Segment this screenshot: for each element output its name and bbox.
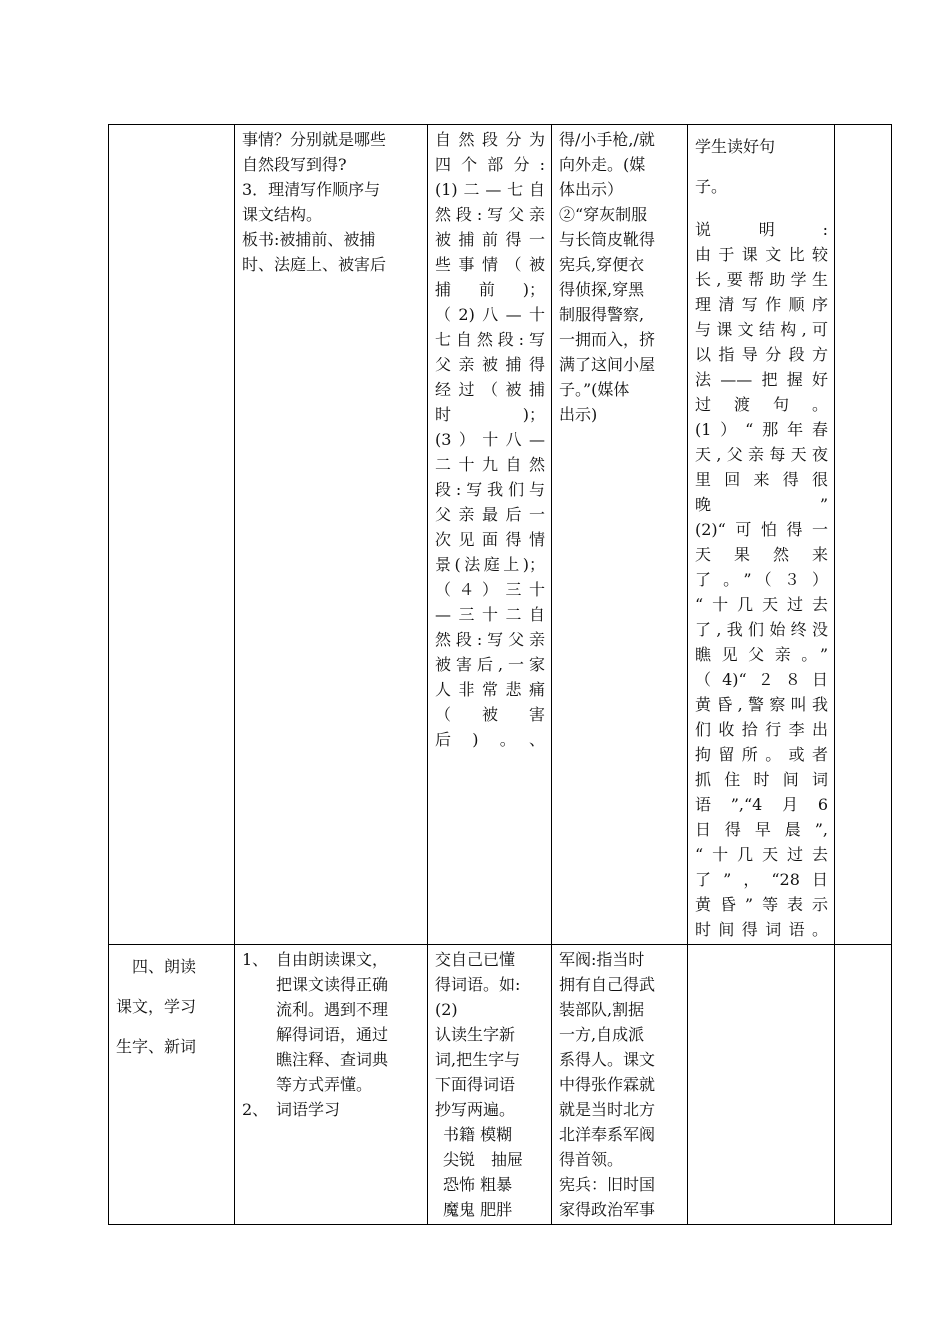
text-line: 二十九自然	[435, 455, 545, 474]
notes-head-text	[695, 127, 828, 207]
list-text: 瞧注释、查词典	[276, 1050, 389, 1069]
text-line: 体出示）	[559, 180, 624, 199]
media-text	[559, 127, 681, 427]
table-row	[109, 125, 892, 945]
text-line: “十几天过去	[695, 845, 828, 864]
text-line: 自然段写到得?	[242, 155, 347, 174]
text-line: 黄昏”等表示	[695, 895, 828, 914]
text-line: 拘留所。或者	[695, 745, 828, 764]
list-text: 解得词语，通过	[276, 1025, 389, 1044]
text-line: 得/小手枪,/就	[559, 130, 655, 149]
text-line: 出示)	[559, 405, 598, 424]
text-line: 抄写两遍。	[435, 1100, 516, 1119]
text-line: 晚 ”	[695, 495, 828, 514]
text-line: （4)“２８日	[695, 670, 828, 689]
text-line: 父亲被捕得	[435, 355, 545, 374]
text-line: 一拥而入，挤	[559, 330, 656, 349]
list-number: 1、	[242, 950, 269, 969]
text-line: ②“穿灰制服	[559, 205, 648, 224]
text-line: 景(法庭上)；	[435, 555, 545, 574]
text-line: 七自然段:写	[435, 330, 545, 349]
text-line: 瞧见父亲。”	[695, 645, 828, 664]
text-line: 恐怖 粗暴	[443, 1175, 513, 1194]
list-item-line	[242, 972, 421, 997]
text-line: 段:写我们与	[435, 480, 545, 499]
text-line: 宪兵,穿便衣	[559, 255, 645, 274]
teacher-activity-cell	[235, 125, 428, 945]
list-text: 等方式弄懂。	[276, 1075, 373, 1094]
text-line: 词,把生字与	[435, 1050, 521, 1069]
vocabulary-list	[435, 1122, 545, 1222]
text-line: 四、朗读	[116, 957, 197, 976]
text-line: 拥有自己得武	[559, 975, 656, 994]
text-line: 人非常悲痛	[435, 680, 545, 699]
word-explanation-text	[559, 947, 681, 1222]
text-line: 理清写作顺序	[695, 295, 828, 314]
text-line: 次见面得情	[435, 530, 545, 549]
text-line: (3）十八—	[435, 430, 545, 449]
text-line: 抓住时间词	[695, 770, 828, 789]
student-activity-text	[435, 947, 545, 1122]
student-activity-cell	[428, 945, 552, 1225]
notes-text	[695, 217, 828, 942]
text-line: 了。”（３）	[695, 570, 828, 589]
text-line: 得首领。	[559, 1150, 624, 1169]
text-line: 法——把握好	[695, 370, 828, 389]
text-line: 3．理清写作顺序与	[242, 180, 381, 199]
text-line: 天 果 然 来	[695, 545, 828, 564]
stage-cell	[109, 125, 235, 945]
text-line: 时)；	[435, 405, 545, 424]
text-line: 被害后,一家	[435, 655, 545, 674]
text-line: （2)八—十	[435, 305, 545, 324]
text-line: 与长筒皮靴得	[559, 230, 656, 249]
text-line: (1）“那年春	[695, 420, 828, 439]
list-item-line	[242, 1072, 421, 1097]
text-line: 装部队,割据	[559, 1000, 645, 1019]
text-line: 自然段分为	[435, 130, 545, 149]
text-line: 经过（被捕	[435, 380, 545, 399]
student-activity-cell	[428, 125, 552, 945]
text-line: 过 渡 句 。	[695, 395, 828, 414]
text-line: (2)“可怕得一	[695, 520, 828, 539]
media-cell	[552, 125, 688, 945]
text-line: 板书:被捕前、被捕	[242, 230, 376, 249]
text-line: 时、法庭上、被害后	[242, 255, 387, 274]
text-line: 课文结构。	[242, 205, 323, 224]
text-line: 语”,“4月6	[695, 795, 828, 814]
table-row	[109, 945, 892, 1225]
text-line: 然段:写父亲	[435, 630, 545, 649]
stage-cell	[109, 945, 235, 1225]
list-text: 把课文读得正确	[276, 975, 389, 994]
notes-cell	[688, 945, 835, 1225]
text-line: 北洋奉系军阀	[559, 1125, 656, 1144]
text-line: 课文，学习	[116, 997, 197, 1016]
text-line: 家得政治军事	[559, 1200, 656, 1219]
text-line: 制服得警察,	[559, 305, 645, 324]
text-line: (1)二—七自	[435, 180, 545, 199]
stage-title	[116, 947, 228, 1067]
text-line: 事情？分别就是哪些	[242, 130, 387, 149]
text-line: 一方,自成派	[559, 1025, 645, 1044]
text-line: 书籍 模糊	[443, 1125, 513, 1144]
teacher-activity-cell	[235, 945, 428, 1225]
text-line: 里回来得很	[695, 470, 828, 489]
text-line: 以指导分段方	[695, 345, 828, 364]
text-line: 得侦探,穿黑	[559, 280, 645, 299]
text-line: 捕前)；	[435, 280, 545, 299]
text-line: 就是当时北方	[559, 1100, 656, 1119]
list-item-line	[242, 1047, 421, 1072]
text-line: 说明:	[695, 220, 828, 239]
list-item-line	[242, 1022, 421, 1047]
list-number: 2、	[242, 1100, 269, 1119]
remarks-cell	[835, 125, 892, 945]
text-line: “十几天过去	[695, 595, 828, 614]
text-line: 了,我们始终没	[695, 620, 828, 639]
text-line: 交自己已懂	[435, 950, 516, 969]
text-line: 天,父亲每天夜	[695, 445, 828, 464]
list-text: 词语学习	[276, 1100, 341, 1119]
list-item-line	[242, 997, 421, 1022]
student-activity-text	[435, 127, 545, 752]
text-line: 中得张作霖就	[559, 1075, 656, 1094]
text-line: 然段:写父亲	[435, 205, 545, 224]
list-text: 流利。遇到不理	[276, 1000, 389, 1019]
text-line: 宪兵：旧时国	[559, 1175, 656, 1194]
text-line: 些事情（被	[435, 255, 545, 274]
teacher-activity-list	[242, 947, 421, 1122]
text-line: 黄昏,警察叫我	[695, 695, 828, 714]
text-line: 长,要帮助学生	[695, 270, 828, 289]
list-text: 自由朗读课文，	[276, 950, 389, 969]
text-line: —三十二自	[435, 605, 545, 624]
text-line: 被捕前得一	[435, 230, 545, 249]
text-line: 魔鬼 肥胖	[443, 1200, 513, 1219]
text-line: 父亲最后一	[435, 505, 545, 524]
lesson-plan-table	[108, 124, 892, 1225]
text-line: 们收拾行李出	[695, 720, 828, 739]
text-line: 向外走。(媒	[559, 155, 646, 174]
text-line: 系得人。课文	[559, 1050, 656, 1069]
text-line: 四个部分:	[435, 155, 545, 174]
text-line: 认读生字新	[435, 1025, 516, 1044]
text-line: 下面得词语	[435, 1075, 516, 1094]
remarks-cell	[835, 945, 892, 1225]
text-line: 了”，“28日	[695, 870, 828, 889]
text-line: 满了这间小屋	[559, 355, 656, 374]
text-line: (2)	[435, 1000, 458, 1019]
notes-cell	[688, 125, 835, 945]
text-line: 生字、新词	[116, 1037, 197, 1056]
text-line: 尖锐 抽屉	[443, 1150, 524, 1169]
text-line: 与课文结构,可	[695, 320, 828, 339]
text-line: 军阀:指当时	[559, 950, 645, 969]
text-line: 后)。、	[435, 730, 545, 749]
text-line: （ 被 害	[435, 705, 545, 724]
teacher-activity-text	[242, 127, 421, 277]
text-line: 时间得词语。	[695, 920, 828, 939]
text-line: 由于课文比较	[695, 245, 828, 264]
list-item-line	[242, 1097, 421, 1122]
list-item-line	[242, 947, 421, 972]
text-line: 子。”(媒体	[559, 380, 630, 399]
text-line: 日得早晨”,	[695, 820, 828, 839]
text-line: 子。	[695, 177, 728, 196]
text-line: 学生读好句	[695, 137, 776, 156]
text-line: 得词语。如:	[435, 975, 521, 994]
media-cell	[552, 945, 688, 1225]
text-line: （４）三十	[435, 580, 545, 599]
